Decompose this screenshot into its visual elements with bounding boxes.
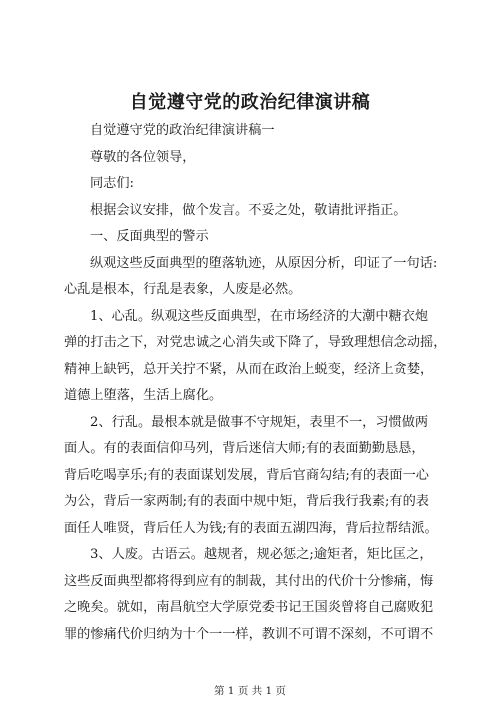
paragraph-line: 根据会议安排，做个发言。不妥之处，敬请批评指正。 bbox=[90, 202, 407, 218]
paragraph-line: 面任人唯贤，背后任人为钱;有的表面五湖四海，背后拉帮结派。 bbox=[64, 520, 438, 536]
paragraph-line: 罪的惨痛代价归纳为十个一一样，教训不可谓不深刻，不可谓不 bbox=[64, 626, 434, 642]
paragraph-line: 这些反面典型都将得到应有的制裁，其付出的代价十分惨痛，悔 bbox=[64, 573, 434, 589]
paragraph-line: 2、行乱。最根本就是做事不守规矩，表里不一，习惯做两 bbox=[90, 414, 429, 430]
paragraph-line: 面人。有的表面信仰马列，背后迷信大师;有的表面勤勤恳恳， bbox=[64, 441, 425, 456]
paragraph-line: 心乱是根本，行乱是表象，人废是必然。 bbox=[64, 282, 302, 297]
page-footer: 第 1 页 共 1 页 bbox=[213, 685, 287, 697]
paragraph-line: 背后吃喝享乐;有的表面谋划发展，背后官商勾结;有的表面一心 bbox=[64, 467, 429, 483]
paragraph-line: 一、反面典型的警示 bbox=[90, 229, 209, 244]
paragraph-line: 为公，背后一家两制;有的表面中规中矩，背后我行我素;有的表 bbox=[64, 494, 429, 509]
paragraph-line: 弹的打击之下，对党忠诚之心消失或下降了，导致理想信念动摇， bbox=[64, 335, 447, 350]
paragraph-line: 同志们: bbox=[90, 176, 135, 191]
document-title: 自觉遵守党的政治纪律演讲稿 bbox=[129, 92, 371, 113]
paragraph-line: 1、心乱。纵观这些反面典型，在市场经济的大潮中糖衣炮 bbox=[90, 308, 429, 324]
paragraph-line: 之晚矣。就如，南昌航空大学原党委书记王国炎曾将自己腐败犯 bbox=[64, 600, 434, 615]
paragraph-line: 3、人废。古语云。越规者，规必惩之;逾矩者，矩比匡之， bbox=[90, 547, 433, 562]
paragraph-line: 道德上堕落，生活上腐化。 bbox=[64, 388, 223, 403]
paragraph-line: 纵观这些反面典型的堕落轨迹，从原因分析，印证了一句话: bbox=[90, 255, 438, 271]
document-body bbox=[64, 118, 447, 648]
paragraph-line: 精神上缺钙，总开关拧不紧，从而在政治上蜕变，经济上贪婪， bbox=[64, 361, 434, 377]
paragraph-line: 自觉遵守党的政治纪律演讲稿一 bbox=[90, 123, 275, 138]
paragraph-line: 尊敬的各位领导， bbox=[90, 149, 196, 165]
